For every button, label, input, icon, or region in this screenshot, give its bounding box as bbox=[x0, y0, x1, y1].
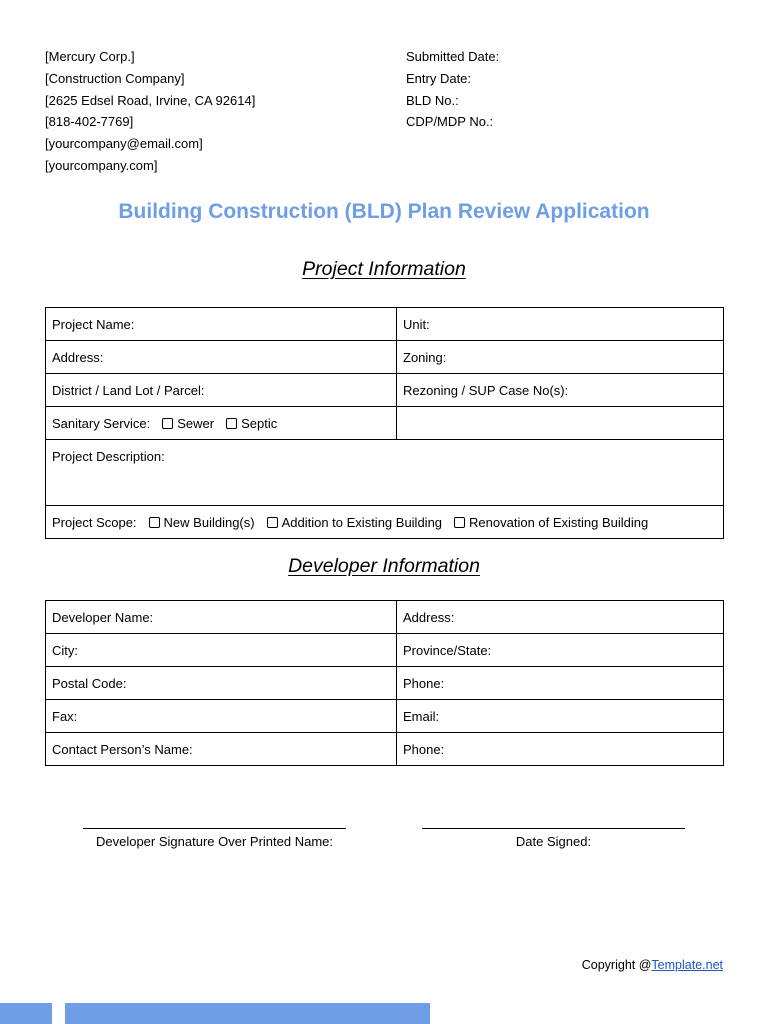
company-type: [Construction Company] bbox=[45, 70, 185, 86]
developer-signature-label: Developer Signature Over Printed Name: bbox=[95, 834, 333, 849]
table-row bbox=[46, 506, 724, 539]
developer-signature-line[interactable] bbox=[83, 828, 346, 829]
renovation-checkbox[interactable] bbox=[454, 517, 465, 528]
submitted-date-field[interactable]: Submitted Date: bbox=[406, 49, 500, 64]
table-row bbox=[46, 440, 724, 506]
project-scope-field bbox=[46, 506, 724, 539]
project-info-heading: Project Information bbox=[302, 258, 466, 280]
bld-no-field[interactable]: BLD No.: bbox=[406, 92, 459, 108]
copyright-notice bbox=[582, 958, 723, 972]
table-row bbox=[46, 601, 724, 634]
template-net-link[interactable]: Template.net bbox=[651, 958, 723, 972]
fax-field[interactable]: Fax: bbox=[46, 700, 397, 733]
project-address-field[interactable]: Address: bbox=[46, 341, 397, 374]
footer-accent-bar-right bbox=[65, 1003, 430, 1024]
document-title: Building Construction (BLD) Plan Review Application bbox=[118, 200, 650, 223]
date-signed-line[interactable] bbox=[422, 828, 685, 829]
project-name-field[interactable]: Project Name: bbox=[46, 308, 397, 341]
table-row bbox=[46, 634, 724, 667]
table-row bbox=[46, 308, 724, 341]
sanitary-service-label: Sanitary Service: bbox=[52, 415, 151, 431]
addition-label: Addition to Existing Building bbox=[281, 514, 443, 530]
table-row bbox=[46, 407, 724, 440]
email-field[interactable]: Email: bbox=[397, 700, 724, 733]
new-building-label: New Building(s) bbox=[163, 514, 255, 530]
developer-info-table bbox=[45, 600, 724, 766]
developer-name-field[interactable]: Developer Name: bbox=[46, 601, 397, 634]
table-row bbox=[46, 733, 724, 766]
company-phone: [818-402-7769] bbox=[45, 114, 134, 130]
renovation-label: Renovation of Existing Building bbox=[469, 514, 649, 530]
copyright-prefix: Copyright @ bbox=[581, 958, 652, 972]
empty-cell[interactable] bbox=[397, 407, 724, 440]
sanitary-service-field bbox=[46, 407, 397, 440]
table-row bbox=[46, 374, 724, 407]
date-signed-label: Date Signed: bbox=[515, 834, 592, 849]
table-row bbox=[46, 341, 724, 374]
entry-date-field[interactable]: Entry Date: bbox=[406, 70, 472, 86]
sewer-checkbox[interactable] bbox=[162, 418, 173, 429]
unit-field[interactable]: Unit: bbox=[397, 308, 724, 341]
developer-info-heading: Developer Information bbox=[288, 555, 480, 577]
company-website: [yourcompany.com] bbox=[45, 157, 158, 173]
company-name: [Mercury Corp.] bbox=[45, 49, 135, 64]
developer-phone-field[interactable]: Phone: bbox=[397, 667, 724, 700]
district-field[interactable]: District / Land Lot / Parcel: bbox=[46, 374, 397, 407]
company-email: [yourcompany@email.com] bbox=[45, 136, 203, 152]
septic-checkbox[interactable] bbox=[226, 418, 237, 429]
sewer-label: Sewer bbox=[177, 415, 215, 431]
septic-label: Septic bbox=[241, 415, 278, 431]
footer-accent-bar-left bbox=[0, 1003, 52, 1024]
rezoning-field[interactable]: Rezoning / SUP Case No(s): bbox=[397, 374, 724, 407]
project-info-table bbox=[45, 307, 724, 539]
document-meta bbox=[406, 46, 499, 133]
company-address: [2625 Edsel Road, Irvine, CA 92614] bbox=[45, 92, 256, 108]
table-row bbox=[46, 700, 724, 733]
developer-address-field[interactable]: Address: bbox=[397, 601, 724, 634]
postal-code-field[interactable]: Postal Code: bbox=[46, 667, 397, 700]
contact-person-field[interactable]: Contact Person’s Name: bbox=[46, 733, 397, 766]
addition-checkbox[interactable] bbox=[267, 517, 278, 528]
new-building-checkbox[interactable] bbox=[149, 517, 160, 528]
contact-phone-field[interactable]: Phone: bbox=[397, 733, 724, 766]
table-row bbox=[46, 667, 724, 700]
city-field[interactable]: City: bbox=[46, 634, 397, 667]
project-scope-label: Project Scope: bbox=[52, 514, 137, 530]
province-state-field[interactable]: Province/State: bbox=[397, 634, 724, 667]
zoning-field[interactable]: Zoning: bbox=[397, 341, 724, 374]
company-info bbox=[45, 46, 255, 177]
cdp-mdp-no-field[interactable]: CDP/MDP No.: bbox=[406, 114, 494, 130]
project-description-field[interactable]: Project Description: bbox=[46, 440, 724, 506]
